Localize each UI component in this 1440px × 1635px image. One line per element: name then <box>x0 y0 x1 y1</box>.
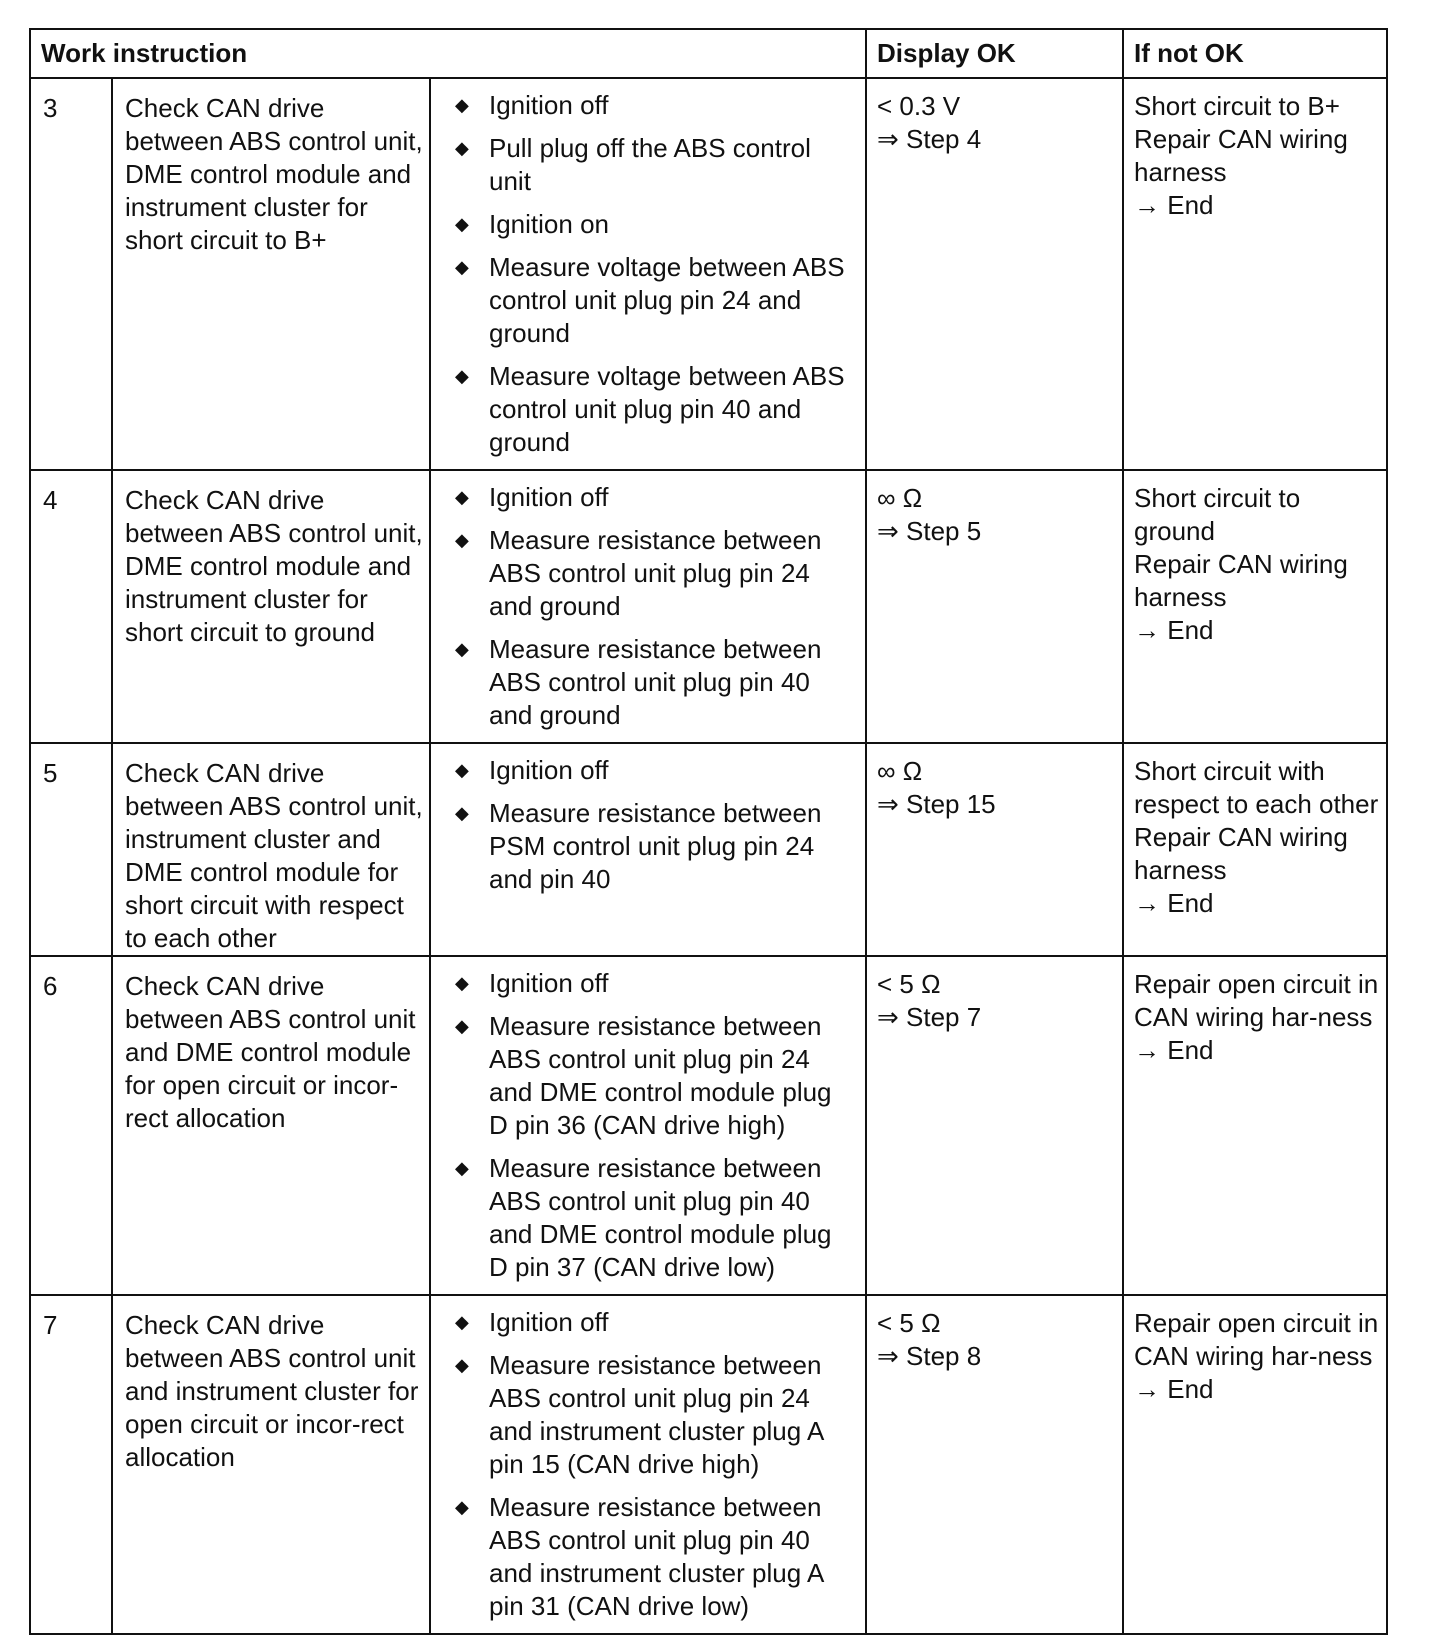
next-step: ⇒ Step 4 <box>877 124 982 154</box>
step-number: 4 <box>30 470 112 743</box>
instruction-list <box>441 967 857 1284</box>
if-not-ok-cell <box>1123 470 1387 743</box>
step-row <box>30 956 1387 1295</box>
instruction-item: ◆ Measure resistance between PSM control unit plug pin 24 and pin 40 <box>455 798 822 894</box>
instruction-item: ◆ Measure resistance between ABS control unit plug pin 24 and DME control module plug D pin 36 (CAN drive high) <box>455 1011 832 1140</box>
display-ok-cell <box>866 956 1123 1295</box>
step-number: 6 <box>30 956 112 1295</box>
instruction-item: ◆ Ignition off <box>455 1307 609 1337</box>
if-not-ok-cell <box>1123 78 1387 470</box>
instruction-item: ◆ Measure resistance between ABS control unit plug pin 40 and DME control module plug D pin 37 (CAN drive low) <box>455 1153 832 1282</box>
diamond-bullet-icon: ◆ <box>455 973 469 993</box>
instruction-item: ◆ Ignition off <box>455 755 609 785</box>
step-title: Check CAN drive between ABS control unit and instrument cluster for open circuit or incor-rect allocation <box>112 1295 430 1634</box>
display-ok-cell <box>866 470 1123 743</box>
diamond-bullet-icon: ◆ <box>455 760 469 780</box>
end-marker: → End <box>1134 1035 1214 1065</box>
display-value: ∞ Ω <box>877 756 923 786</box>
diamond-bullet-icon: ◆ <box>455 487 469 507</box>
step-title: Check CAN drive between ABS control unit, DME control module and instrument cluster for short circuit to B+ <box>112 78 430 470</box>
repair-action: Repair CAN wiring harness <box>1134 822 1348 885</box>
diamond-bullet-icon: ◆ <box>455 530 469 550</box>
display-ok-cell <box>866 78 1123 470</box>
diamond-bullet-icon: ◆ <box>455 1158 469 1178</box>
diamond-bullet-icon: ◆ <box>455 1497 469 1517</box>
instruction-list <box>441 89 857 459</box>
next-step: ⇒ Step 5 <box>877 516 982 546</box>
diamond-bullet-icon: ◆ <box>455 803 469 823</box>
diamond-bullet-icon: ◆ <box>455 1016 469 1036</box>
instruction-item: ◆ Measure resistance between ABS control unit plug pin 40 and instrument cluster plug A pin 31 (CAN drive low) <box>455 1492 823 1621</box>
fault-description: Short circuit to B+ <box>1134 91 1340 121</box>
step-number: 7 <box>30 1295 112 1634</box>
step-row <box>30 743 1387 956</box>
instruction-item: ◆ Measure resistance between ABS control unit plug pin 24 and instrument cluster plug A pin 15 (CAN drive high) <box>455 1350 823 1479</box>
diamond-bullet-icon: ◆ <box>455 95 469 115</box>
diamond-bullet-icon: ◆ <box>455 1312 469 1332</box>
end-marker: → End <box>1134 888 1214 918</box>
instruction-item: ◆ Measure voltage between ABS control unit plug pin 24 and ground <box>455 252 845 348</box>
step-row <box>30 1295 1387 1634</box>
repair-action: Repair open circuit in CAN wiring har-ness <box>1134 1308 1379 1371</box>
instruction-list-cell <box>430 1295 866 1634</box>
instruction-list <box>441 754 857 896</box>
header-work-instruction: Work instruction <box>30 29 866 78</box>
display-ok-cell <box>866 1295 1123 1634</box>
diamond-bullet-icon: ◆ <box>455 366 469 386</box>
instruction-list <box>441 481 857 732</box>
step-title: Check CAN drive between ABS control unit, DME control module and instrument cluster for short circuit to ground <box>112 470 430 743</box>
diamond-bullet-icon: ◆ <box>455 257 469 277</box>
display-value: < 0.3 V <box>877 91 961 121</box>
step-number: 5 <box>30 743 112 956</box>
instruction-item: ◆ Measure voltage between ABS control unit plug pin 40 and ground <box>455 361 845 457</box>
step-row <box>30 78 1387 470</box>
step-title: Check CAN drive between ABS control unit, instrument cluster and DME control module for short circuit with respect to each other <box>112 743 430 956</box>
end-marker: → End <box>1134 1374 1214 1404</box>
display-ok-cell <box>866 743 1123 956</box>
diamond-bullet-icon: ◆ <box>455 1355 469 1375</box>
instruction-item: ◆ Ignition on <box>455 209 609 239</box>
instruction-list-cell <box>430 743 866 956</box>
end-marker: → End <box>1134 190 1214 220</box>
instruction-list-cell <box>430 78 866 470</box>
header-if-not-ok: If not OK <box>1123 29 1387 78</box>
if-not-ok-cell <box>1123 743 1387 956</box>
instruction-item: ◆ Ignition off <box>455 90 609 120</box>
instruction-item: ◆ Measure resistance between ABS control unit plug pin 40 and ground <box>455 634 822 730</box>
step-number: 3 <box>30 78 112 470</box>
diamond-bullet-icon: ◆ <box>455 138 469 158</box>
repair-action: Repair CAN wiring harness <box>1134 124 1348 187</box>
next-step: ⇒ Step 15 <box>877 789 996 819</box>
display-value: < 5 Ω <box>877 969 941 999</box>
end-marker: → End <box>1134 615 1214 645</box>
header-row <box>30 29 1387 78</box>
next-step: ⇒ Step 7 <box>877 1002 982 1032</box>
if-not-ok-cell <box>1123 956 1387 1295</box>
diamond-bullet-icon: ◆ <box>455 214 469 234</box>
display-value: < 5 Ω <box>877 1308 941 1338</box>
repair-action: Repair open circuit in CAN wiring har-ness <box>1134 969 1379 1032</box>
fault-description: Short circuit with respect to each other <box>1134 756 1379 819</box>
instruction-list-cell <box>430 470 866 743</box>
fault-description: Short circuit to ground <box>1134 483 1301 546</box>
if-not-ok-cell <box>1123 1295 1387 1634</box>
instruction-list-cell <box>430 956 866 1295</box>
instruction-list <box>441 1306 857 1623</box>
diamond-bullet-icon: ◆ <box>455 639 469 659</box>
work-instruction-table <box>29 28 1388 1635</box>
step-title: Check CAN drive between ABS control unit and DME control module for open circuit or incor-rect allocation <box>112 956 430 1295</box>
next-step: ⇒ Step 8 <box>877 1341 982 1371</box>
instruction-item: ◆ Pull plug off the ABS control unit <box>455 133 811 196</box>
step-row <box>30 470 1387 743</box>
instruction-item: ◆ Ignition off <box>455 482 609 512</box>
repair-action: Repair CAN wiring harness <box>1134 549 1348 612</box>
header-display-ok: Display OK <box>866 29 1123 78</box>
instruction-item: ◆ Measure resistance between ABS control unit plug pin 24 and ground <box>455 525 822 621</box>
display-value: ∞ Ω <box>877 483 923 513</box>
instruction-item: ◆ Ignition off <box>455 968 609 998</box>
